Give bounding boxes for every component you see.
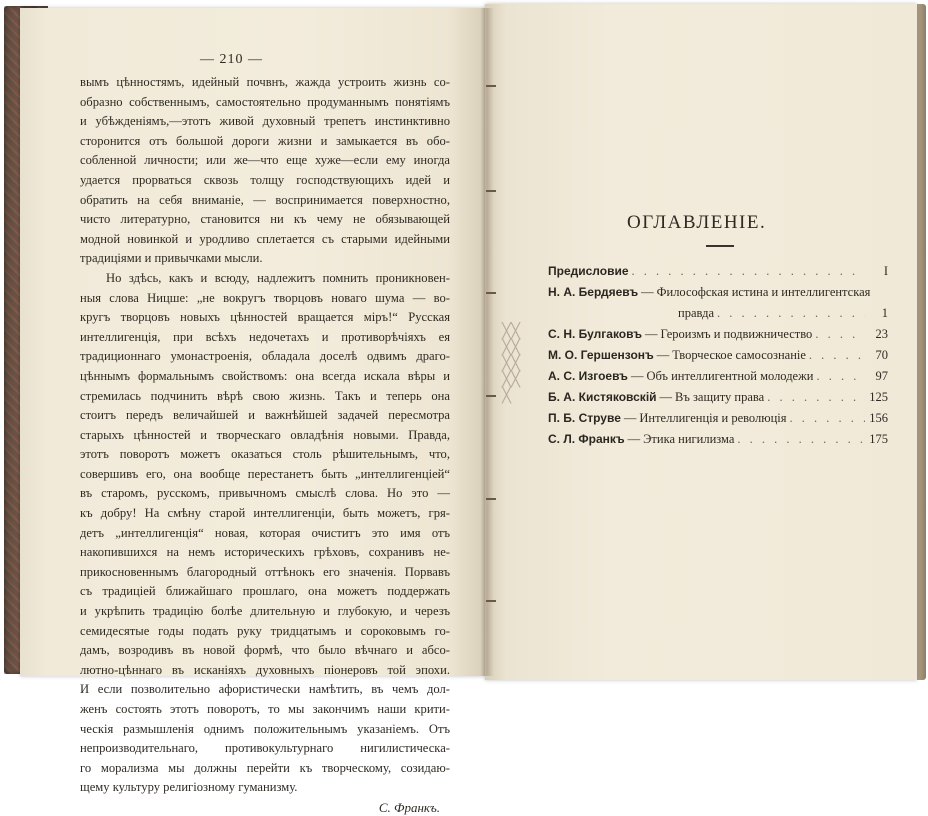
toc-entry[interactable] (548, 324, 888, 345)
toc-entry-continuation[interactable] (548, 303, 888, 324)
toc-leader-dots (737, 429, 865, 450)
toc-title: ОГЛАВЛЕНIЕ. (627, 212, 767, 233)
text-line: непроизводительнаго, противокультурнаго нигилистическа- (80, 741, 450, 756)
toc-page-number: 23 (875, 327, 888, 341)
text-line: чисто литературно, становится ни къ чему не обязывающей (80, 212, 450, 227)
text-line: въ старомъ, русскомъ, привычномъ смыслѣ слова. Но это — (80, 486, 450, 501)
text-line: семидесятые годы подать руку тридцатымъ и сороковымъ го- (80, 623, 450, 638)
page-number: — 210 — (200, 52, 263, 67)
text-line: стоитъ передъ величайшей и важнѣйшей задачей пересмотра (80, 408, 450, 423)
text-line: И если позволительно афористически намѣтить, въ чемъ дол- (80, 682, 450, 697)
toc-entry[interactable] (548, 282, 888, 303)
text-line: лютно-цѣннаго въ исканiяхъ духовныхъ пiонеровъ той эпохи. (80, 662, 450, 677)
toc-author: С. Л. Франкъ (548, 432, 625, 446)
toc-page-number: 97 (875, 369, 888, 383)
toc-title-text: правда (678, 306, 714, 320)
toc-page-number: 1 (881, 306, 888, 320)
text-line: съ традицiей ближайшаго прошлаго, она можетъ поддержать (80, 584, 450, 599)
binding-stitch (486, 85, 496, 87)
toc-page-number: 70 (875, 348, 888, 362)
toc-separator: — (627, 432, 641, 446)
text-line: го морализма мы должны перейти къ творческому, созидаю- (80, 760, 450, 775)
toc-separator: — (644, 327, 658, 341)
text-line: щему культуру религiозному гуманизму. (80, 780, 298, 795)
text-line: интеллигенцiя, при всѣхъ недочетахъ и противорѣчiяхъ ея (80, 329, 450, 344)
pencil-marks: ╳╳ ╳╳ ╳╳ ╳╳ ╳ (502, 324, 521, 404)
text-line: совершивъ его, она вообще перестанетъ быть „интеллигенцiей“ (80, 466, 450, 481)
table-of-contents (548, 261, 888, 450)
toc-leader-dots (717, 303, 865, 324)
toc-separator: — (623, 411, 637, 425)
toc-leader-dots (767, 387, 865, 408)
text-line: цѣннымъ формальнымъ свойствомъ: она всегда искала вѣры и (80, 368, 450, 383)
binding-stitch (486, 395, 496, 397)
text-line: и убѣжденiямъ,—этотъ живой духовный трепетъ инстинктивно (80, 114, 450, 129)
book-cover-right (916, 4, 926, 680)
text-line: Но здѣсь, какъ и всюду, надлежитъ помнить проникновен- (106, 270, 450, 285)
text-line: кругъ творцовъ новыхъ цѣнностей вращается мiръ!“ Русская (80, 310, 450, 325)
binding-stitch (486, 190, 496, 192)
toc-entry[interactable] (548, 387, 888, 408)
toc-separator: — (656, 348, 670, 362)
toc-title-text: Творческое самосознанiе (672, 348, 806, 362)
text-line: ческiя размышленiя однимъ положительнымъ указанiемъ. Отъ (80, 721, 450, 736)
toc-leader-dots (790, 408, 865, 429)
toc-author: П. Б. Струве (548, 411, 621, 425)
toc-title-text: Въ защиту права (675, 390, 765, 404)
toc-page-number: 156 (869, 411, 888, 425)
text-line: старыхъ цѣнностей и творческаго овладѣнiя новыми. Правда, (80, 427, 450, 442)
toc-leader-dots (815, 324, 865, 345)
text-line: ныя слова Ницше: „не вокругъ творцовъ новаго шума — во- (80, 290, 450, 305)
toc-entry[interactable] (548, 366, 888, 387)
toc-author: С. Н. Булгаковъ (548, 327, 642, 341)
text-line: сторонится отъ большой дороги жизни и замыкается въ обо- (80, 133, 450, 148)
toc-title-text: Интеллигенцiя и революцiя (639, 411, 787, 425)
binding-stitch (486, 498, 496, 500)
text-line: вымъ цѣнностямъ, идейный почвнъ, жажда устроить жизнь со- (80, 75, 450, 89)
signature: С. Франкъ. (378, 799, 440, 815)
toc-title-text: Героизмъ и подвижничество (660, 327, 813, 341)
toc-title-text: Этика нигилизма (643, 432, 735, 446)
toc-author: Предисловие (548, 264, 629, 278)
toc-leader-dots (816, 366, 865, 387)
toc-entry[interactable] (548, 408, 888, 429)
text-line: традиционнаго умонастроенiя, обладала доселѣ одвимъ драго- (80, 349, 450, 364)
toc-title-text: Философская истина и интеллигентская (656, 285, 871, 299)
text-line: модной новинкой и уродливо сплетается съ старыми идейными (80, 231, 450, 246)
toc-entry[interactable] (548, 345, 888, 366)
text-line: накопившихся на немъ историческихъ грѣховъ, сохранивъ не- (80, 545, 450, 560)
toc-page-number: 125 (869, 390, 888, 404)
toc-leader-dots (809, 345, 865, 366)
toc-title-text: Объ интеллигентной молодежи (646, 369, 814, 383)
toc-entry[interactable] (548, 429, 888, 450)
toc-author: Б. А. Кистяковскiй (548, 390, 657, 404)
toc-leader-dots (632, 261, 865, 282)
binding-stitch (486, 292, 496, 294)
toc-author: М. О. Гершензонъ (548, 348, 654, 362)
text-line: дамъ, возродивъ въ новой формѣ, что было вѣчнаго и абсо- (80, 643, 450, 658)
text-line: удается прорваться сквозь толщу господствующихъ идей и (80, 172, 450, 187)
text-line: собленной личности; или же—что еще хуже—если ему иногда (80, 153, 450, 168)
text-line: прикосновеннымъ благородный оттѣнокъ его значенiя. Порвавъ (80, 564, 450, 579)
book-gutter (480, 8, 494, 676)
toc-separator: — (641, 285, 654, 299)
text-line: этотъ поворотъ можетъ оказаться столь рѣшительнымъ, что, (80, 447, 450, 462)
binding-stitch (486, 600, 496, 602)
left-page-text (80, 73, 450, 816)
toc-page-number: I (883, 264, 888, 278)
text-line: стремилась подчинить вѣрѣ свою жизнь. Такъ и теперь она (80, 388, 450, 403)
toc-separator: — (630, 369, 644, 383)
text-line: обратить на себя вниманiе, — воспринимается поверхностно, (80, 192, 450, 207)
text-line: къ добру! На смѣну старой интеллигенцiи, быть можетъ, гря- (80, 506, 450, 521)
toc-divider (706, 245, 734, 247)
toc-author: А. С. Изгоевъ (548, 369, 628, 383)
toc-author: Н. А. Бердяевъ (548, 285, 639, 299)
text-line: и укрѣпить традицiю болѣе длительную и глубокую, и черезъ (80, 604, 450, 619)
text-line: женъ состоять этотъ поворотъ, то мы закончимъ наши крити- (80, 702, 450, 716)
text-line: традицiями и привычками мысли. (80, 251, 263, 266)
toc-page-number: 175 (869, 432, 888, 446)
toc-separator: — (659, 390, 673, 404)
text-line: детъ „интеллигенцiя“ новая, которая очиститъ это имя отъ (80, 525, 450, 540)
toc-entry[interactable] (548, 261, 888, 282)
text-line: образно собственнымъ, самостоятельно продуманнымъ понятiямъ (80, 94, 450, 109)
